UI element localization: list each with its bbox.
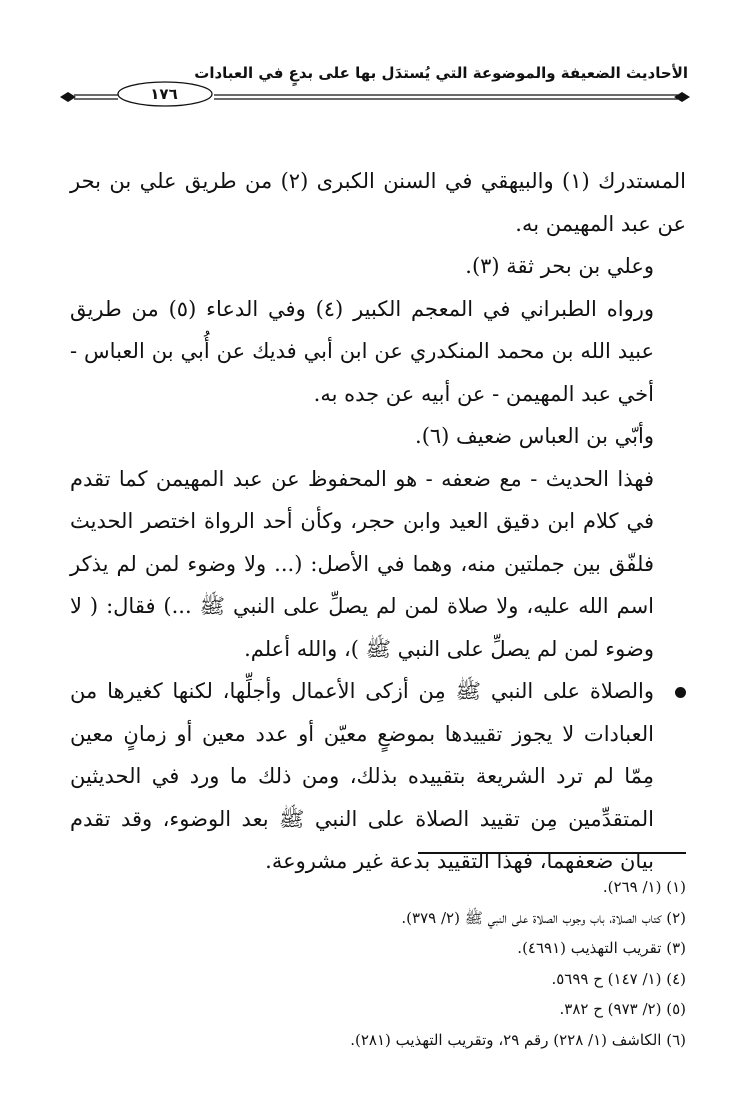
bullet-icon xyxy=(675,687,686,698)
footnote: (١) (١/ ٢٦٩). xyxy=(602,878,686,896)
paragraph: وعلي بن بحر ثقة (٣). xyxy=(465,254,654,278)
page-number: ١٧٦ xyxy=(150,85,178,103)
footnote: (٦) الكاشف (١/ ٢٢٨) رقم ٢٩، وتقريب التهذيب (٢٨١). xyxy=(350,1030,686,1049)
footnote-separator xyxy=(418,852,686,854)
footnote: (٤) (١/ ١٤٧) ح ٥٦٩٩. xyxy=(551,969,686,988)
footnote: (٣) تقريب التهذيب (٤٦٩١). xyxy=(517,939,686,957)
running-title: الأحاديث الضعيفة والموضوعة التي يُستدَل بها على بدعٍ في العبادات xyxy=(194,64,688,82)
paragraph: وأبّي بن العباس ضعيف (٦). xyxy=(415,424,654,448)
paragraph: فهذا الحديث - مع ضعفه - هو المحفوظ عن عبد المهيمن كما تقدم في كلام ابن دقيق العيد وابن حجر، وكأن أحد الرواة اختصر الحديث فلفّق بين جملتين منه، وهما في الأصل: (... ولا وضوء لمن لم يذكر اسم الله عليه، ولا صلاة لمن لم يصلِّ على النبي ﷺ ...) فقال: ( لا وضوء لمن لم يصلِّ على النبي ﷺ )، والله أعلم. xyxy=(70,466,654,661)
footnote: (٥) (٢/ ٩٧٣) ح ٣٨٢. xyxy=(559,1000,686,1018)
bullet-paragraph-text: والصلاة على النبي ﷺ مِن أزكى الأعمال وأجلِّها، لكنها كغيرها من العبادات لا يجوز تقييدها بموضعٍ معيّن أو عدد معين أو زمانٍ معين مِمّا لم ترد الشريعة بتقييده بذلك، ومن ذلك ما ورد في الحديثين المتقدِّمين مِن تقييد الصلاة على النبي ﷺ بعد الوضوء، وقد تقدم بيان ضعفهما، فهذا التقييد بدعة غير مشروعة. xyxy=(70,679,654,873)
paragraph: ورواه الطبراني في المعجم الكبير (٤) وفي الدعاء (٥) من طريق عبيد الله بن محمد المنكدري عن ابن أبي فديك عن أُبي بن العباس - أخي عبد المهيمن - عن أبيه عن جده به. xyxy=(70,296,654,406)
footnote: (٢) كتاب الصلاة، باب وجوب الصلاة على النبي ﷺ (٢/ ٣٧٩). xyxy=(401,908,686,927)
main-text xyxy=(70,160,686,883)
paragraph: المستدرك (١) والبيهقي في السنن الكبرى (٢) من طريق علي بن بحر عن عبد المهيمن به. xyxy=(70,169,686,236)
footnotes xyxy=(70,872,686,1055)
bullet-paragraph xyxy=(70,670,686,883)
